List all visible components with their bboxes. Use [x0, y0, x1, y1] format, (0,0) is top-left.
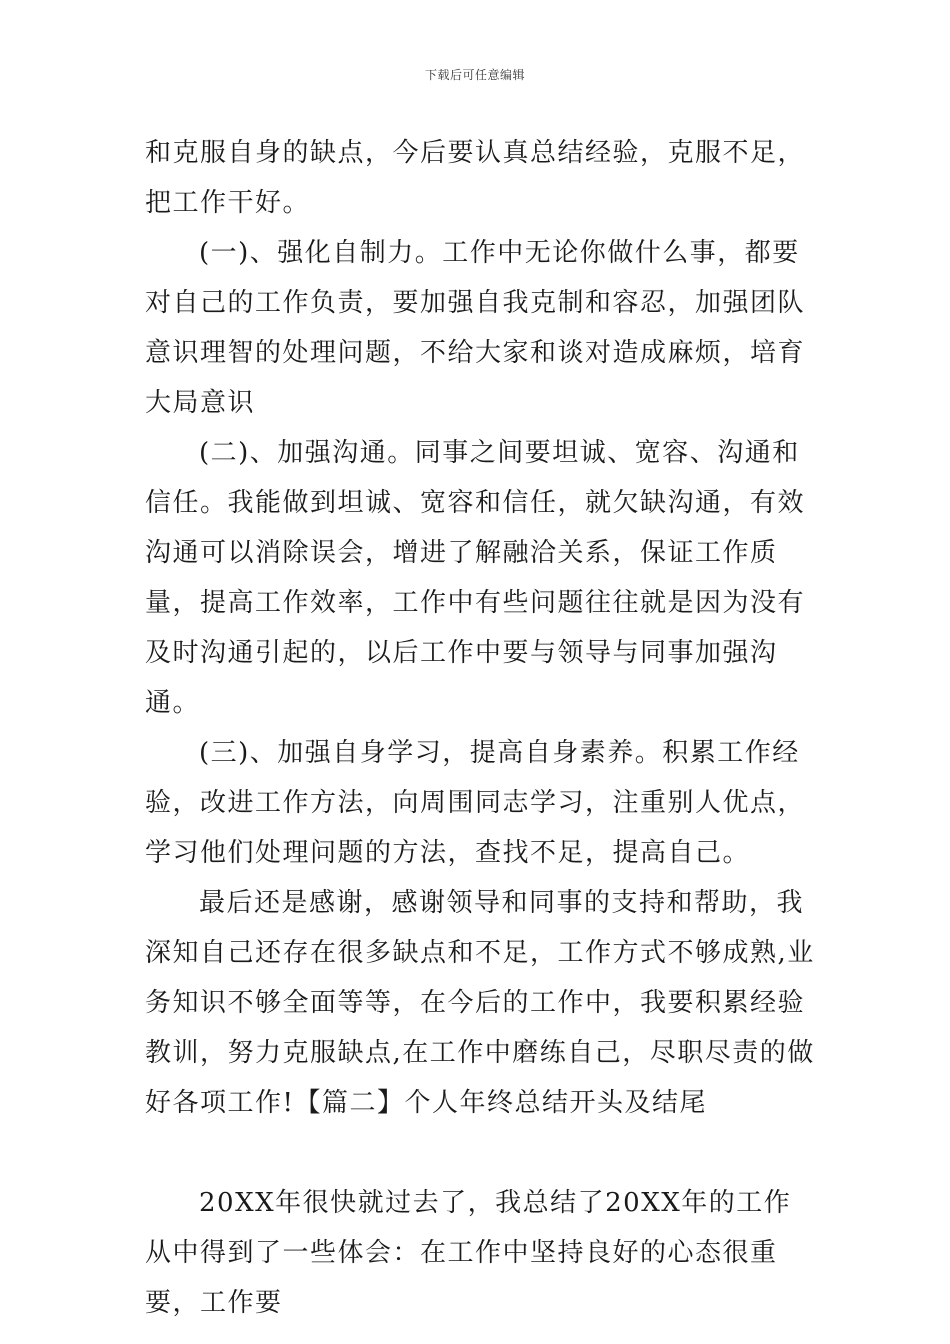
paragraph-continuation: 和克服自身的缺点，今后要认真总结经验，克服不足，把工作干好。	[145, 138, 806, 218]
paragraph-thanks: 最后还是感谢，感谢领导和同事的支持和帮助，我深知自己还存在很多缺点和不足，工作方式不够成熟,业务知识不够全面等等，在今后的工作中，我要积累经验教训，努力克服缺点,在工作中磨练自己，尽职尽责的做好各项工作!【篇二】个人年终总结开头及结尾	[145, 888, 815, 1118]
page-header: 下载后可任意编辑	[424, 68, 525, 82]
paragraph-communication: (二)、加强沟通。同事之间要坦诚、宽容、沟通和信任。我能做到坦诚、宽容和信任，就欠缺沟通，有效沟通可以消除误会，增进了解融洽关系，保证工作质量，提高工作效率，工作中有些问题往往就是因为没有及时沟通引起的，以后工作中要与领导与同事加强沟通。	[145, 438, 806, 718]
paragraph-self-control: (一)、强化自制力。工作中无论你做什么事，都要对自己的工作负责，要加强自我克制和容忍，加强团队意识理智的处理问题，不给大家和谈对造成麻烦，培育大局意识	[145, 238, 806, 418]
paragraph-self-study: (三)、加强自身学习，提高自身素养。积累工作经验，改进工作方法，向周围同志学习，注重别人优点，学习他们处理问题的方法，查找不足，提高自己。	[145, 738, 806, 868]
document-body	[145, 128, 815, 1328]
paragraph-new-section: 20XX年很快就过去了，我总结了20XX年的工作从中得到了一些体会：在工作中坚持良好的心态很重要，工作要	[145, 1188, 792, 1318]
paragraph-spacer	[145, 1128, 815, 1178]
